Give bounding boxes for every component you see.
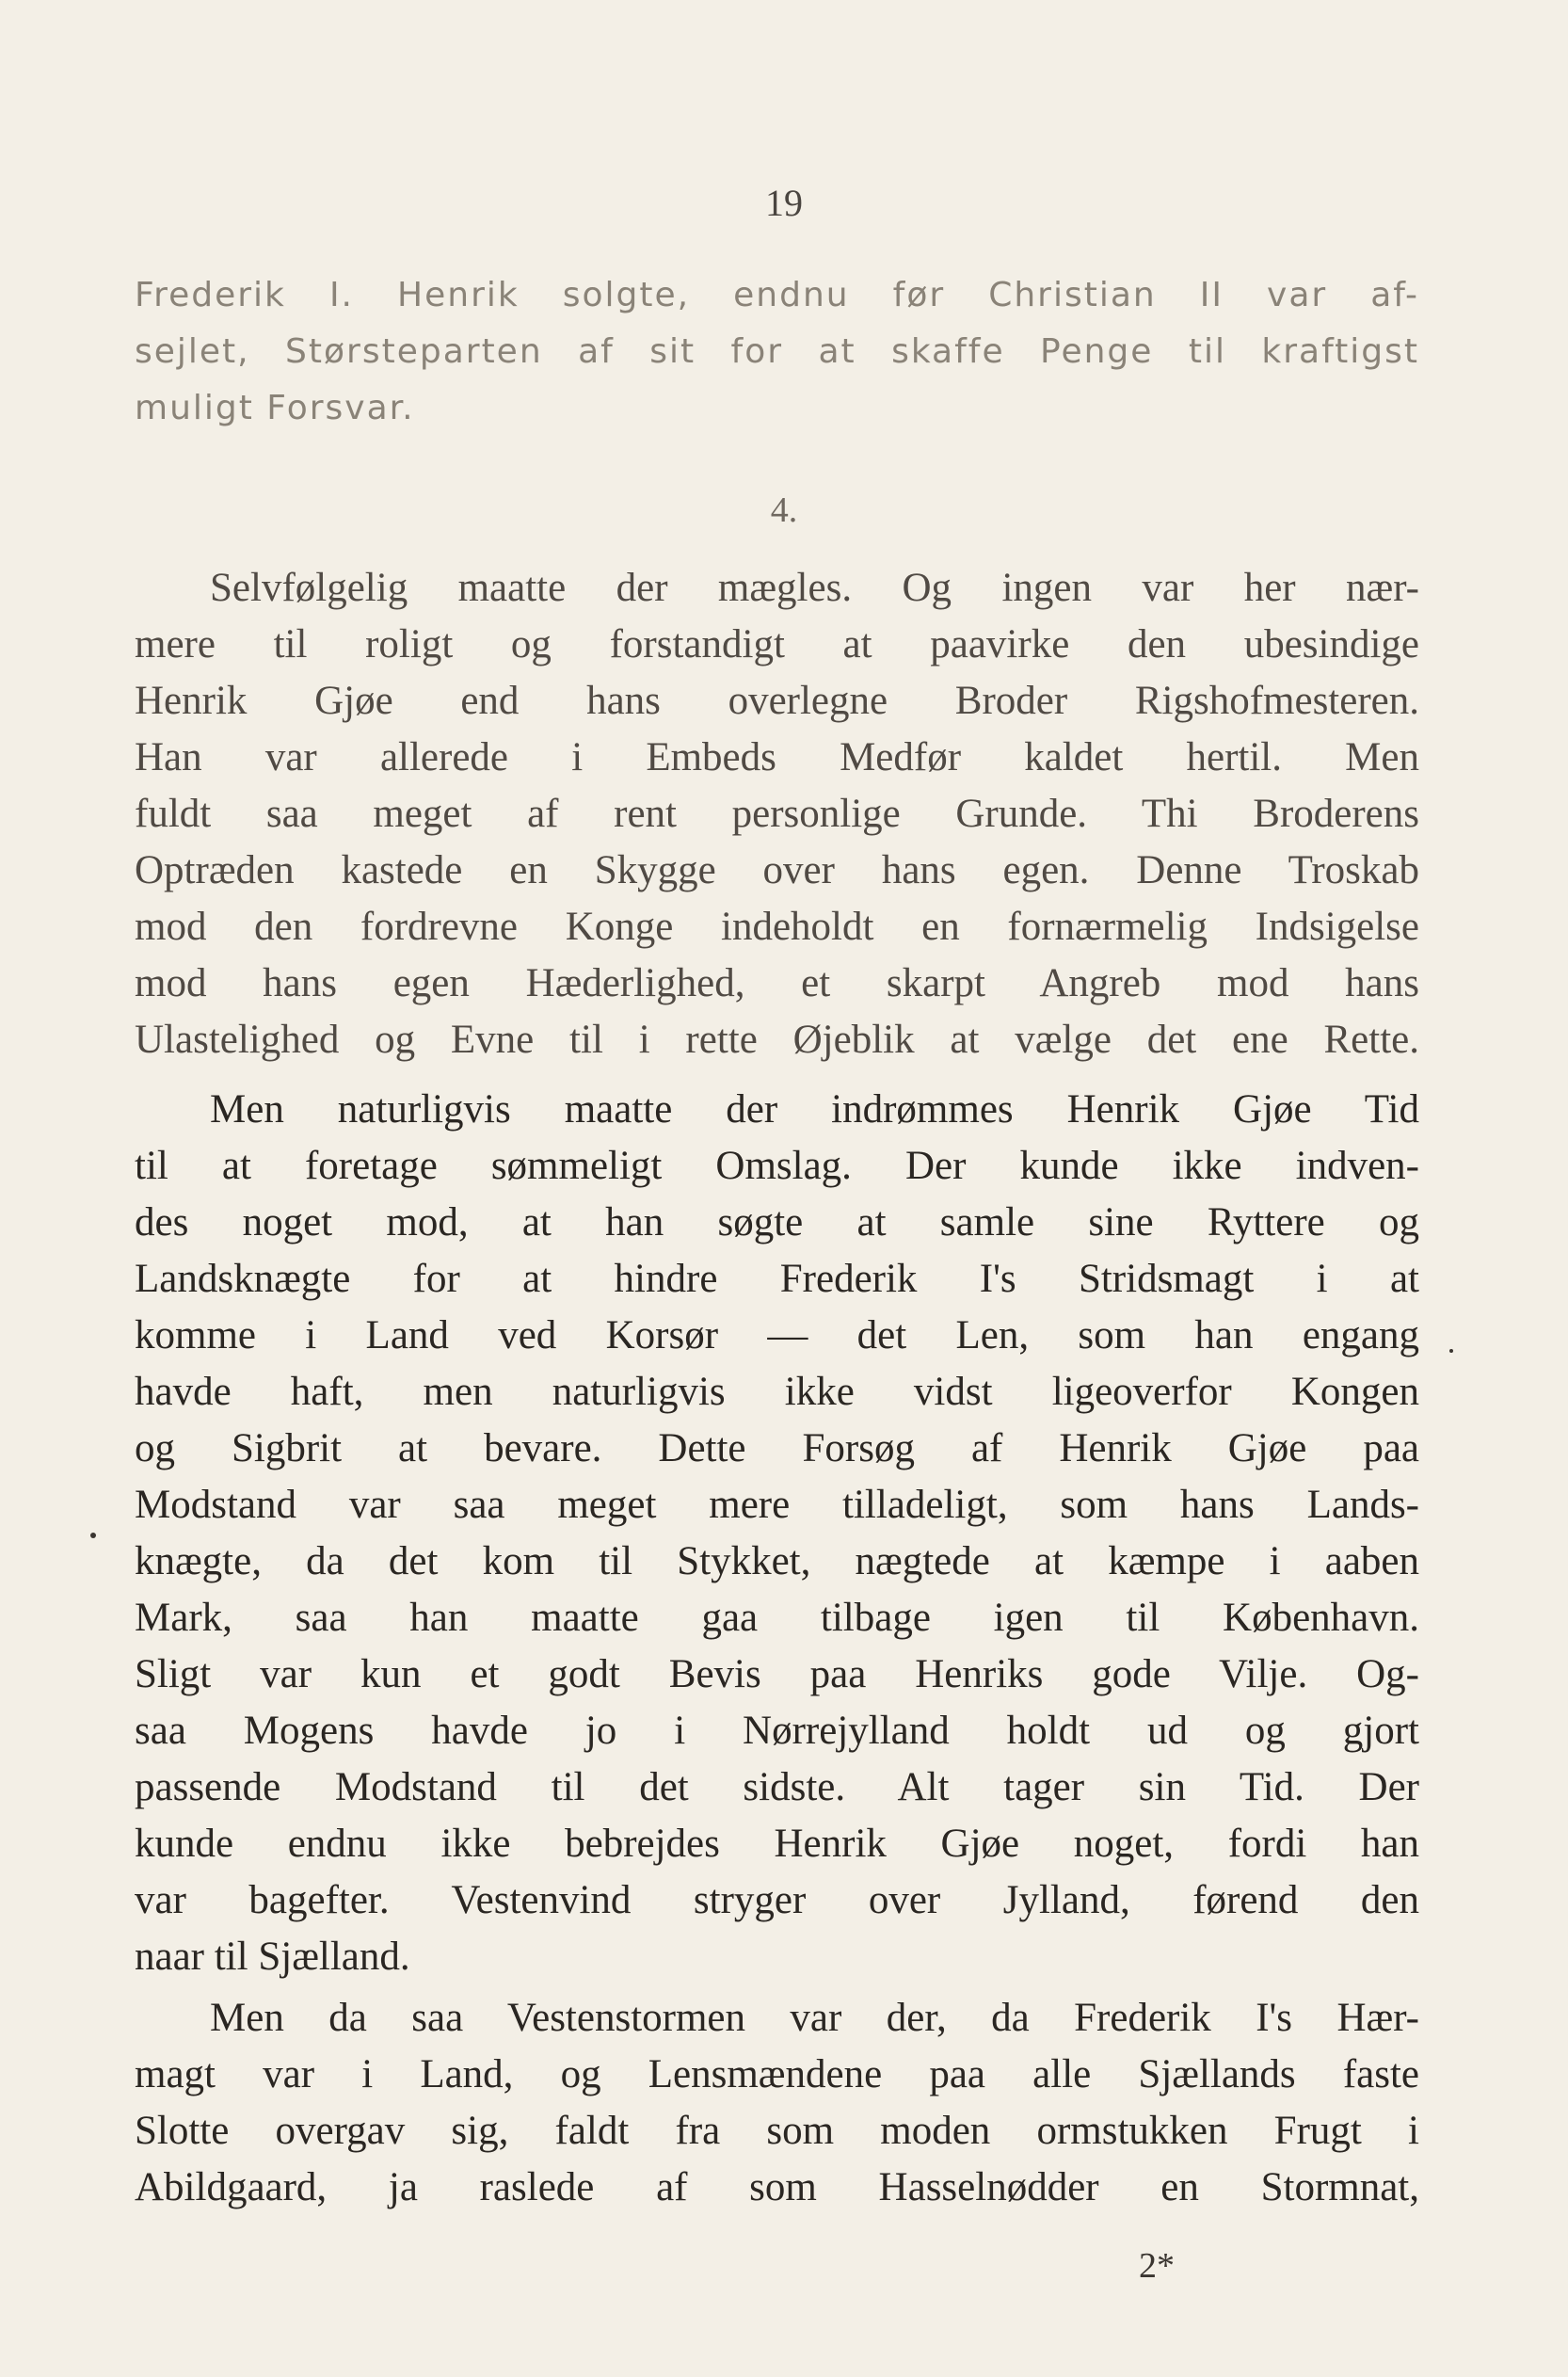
text-line: Han var allerede i Embeds Medfør kaldet hertil. Men xyxy=(135,735,1419,779)
print-speck xyxy=(90,1533,96,1538)
text-line: passende Modstand til det sidste. Alt tager sin Tid. Der xyxy=(135,1765,1419,1809)
text-line: kunde endnu ikke bebrejdes Henrik Gjøe noget, fordi han xyxy=(135,1822,1419,1866)
text-line: des noget mod, at han søgte at samle sine Ryttere og xyxy=(135,1200,1419,1245)
text-line: muligt Forsvar. xyxy=(135,389,415,427)
text-line: Optræden kastede en Skygge over hans egen. Denne Troskab xyxy=(135,848,1419,892)
paragraph-1 xyxy=(135,560,1419,1068)
text-line: Mark, saa han maatte gaa tilbage igen til København. xyxy=(135,1596,1419,1640)
text-line: Men da saa Vestenstormen var der, da Frederik I's Hær- xyxy=(210,1996,1419,2040)
text-line: Abildgaard, ja raslede af som Hasselnødder en Stormnat, xyxy=(135,2165,1419,2209)
paragraph-3 xyxy=(135,1990,1419,2216)
text-line: saa Mogens havde jo i Nørrejylland holdt ud og gjort xyxy=(135,1709,1419,1753)
text-line: magt var i Land, og Lensmændene paa alle Sjællands faste xyxy=(135,2052,1419,2096)
text-line: naar til Sjælland. xyxy=(135,1935,410,1979)
text-line: knægte, da det kom til Stykket, nægtede at kæmpe i aaben xyxy=(135,1539,1419,1583)
intro-paragraph xyxy=(135,267,1419,437)
text-line: var bagefter. Vestenvind stryger over Jylland, førend den xyxy=(135,1878,1419,1922)
paragraph-2 xyxy=(135,1082,1419,1985)
text-line: Landsknægte for at hindre Frederik I's Stridsmagt i at xyxy=(135,1257,1419,1301)
text-line: mod den fordrevne Konge indeholdt en fornærmelig Indsigelse xyxy=(135,905,1419,949)
signature-mark: 2* xyxy=(1139,2246,1175,2286)
text-line: Ulastelighed og Evne til i rette Øjeblik at vælge det ene Rette. xyxy=(135,1018,1419,1062)
text-line: havde haft, men naturligvis ikke vidst ligeoverfor Kongen xyxy=(135,1370,1419,1414)
print-speck xyxy=(1449,1349,1453,1353)
text-line: Frederik I. Henrik solgte, endnu før Christian II var af- xyxy=(135,276,1419,314)
text-line: fuldt saa meget af rent personlige Grunde. Thi Broderens xyxy=(135,792,1419,836)
text-line: Henrik Gjøe end hans overlegne Broder Rigshofmesteren. xyxy=(135,679,1419,723)
text-line: Men naturligvis maatte der indrømmes Henrik Gjøe Tid xyxy=(210,1087,1419,1132)
text-line: og Sigbrit at bevare. Dette Forsøg af Henrik Gjøe paa xyxy=(135,1426,1419,1470)
text-line: mod hans egen Hæderlighed, et skarpt Angreb mod hans xyxy=(135,961,1419,1005)
text-line: mere til roligt og forstandigt at paavirke den ubesindige xyxy=(135,622,1419,667)
text-line: Selvfølgelig maatte der mægles. Og ingen var her nær- xyxy=(210,566,1419,610)
text-line: Modstand var saa meget mere tilladeligt, som hans Lands- xyxy=(135,1483,1419,1527)
page-number: 19 xyxy=(765,182,803,224)
section-number: 4. xyxy=(770,490,798,530)
text-line: sejlet, Størsteparten af sit for at skaffe Penge til kraftigst xyxy=(135,332,1419,371)
text-line: Slotte overgav sig, faldt fra som moden ormstukken Frugt i xyxy=(135,2109,1419,2153)
text-line: Sligt var kun et godt Bevis paa Henriks gode Vilje. Og- xyxy=(135,1652,1419,1696)
text-line: komme i Land ved Korsør — det Len, som han engang xyxy=(135,1313,1419,1357)
text-line: til at foretage sømmeligt Omslag. Der kunde ikke indven- xyxy=(135,1144,1419,1188)
